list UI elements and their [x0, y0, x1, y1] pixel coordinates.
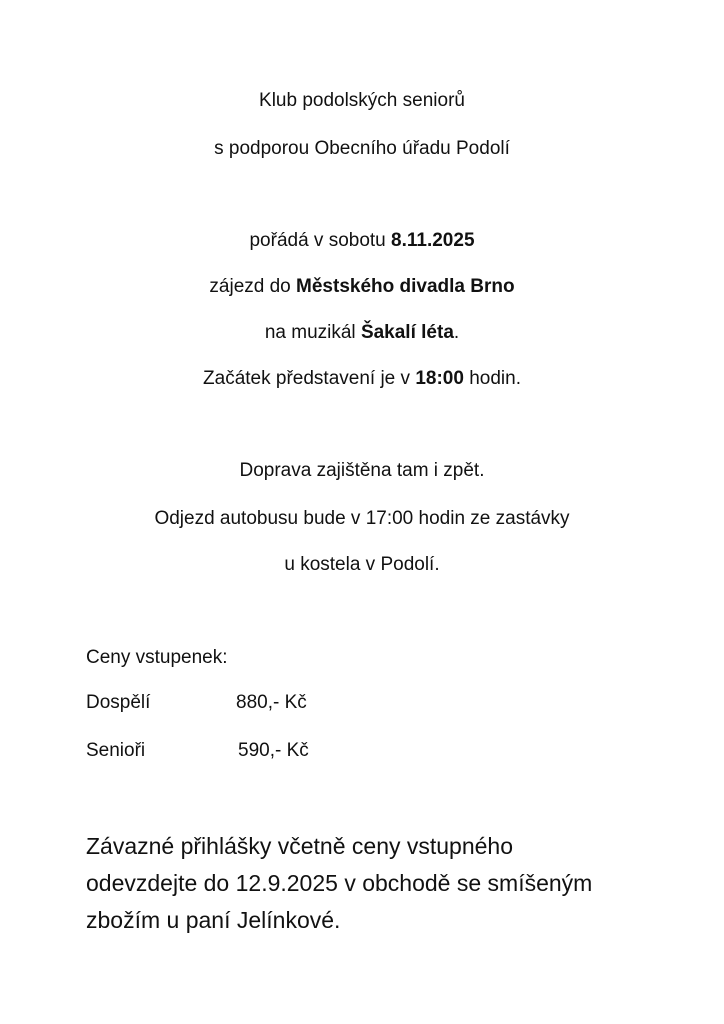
event-start-suffix: hodin. — [463, 368, 521, 389]
header-support: s podporou Obecního úřadu Podolí — [214, 138, 510, 159]
event-start-line — [0, 367, 724, 391]
transport-line-2: Odjezd autobusu bude v 17:00 hodin ze zastávky — [154, 508, 570, 529]
notice-line-1: Závazné přihlášky včetně ceny vstupného — [86, 833, 514, 859]
header-club-name: Klub podolských seniorů — [259, 90, 465, 111]
price-value-adults: 880,- Kč — [236, 692, 307, 713]
event-date-prefix: pořádá v sobotu — [249, 230, 392, 251]
event-musical-suffix: . — [453, 322, 460, 343]
event-venue-prefix: zájezd do — [209, 276, 297, 297]
notice-line-3: zbožím u paní Jelínkové. — [86, 907, 341, 933]
event-musical: Šakalí léta — [360, 322, 454, 343]
event-venue: Městského divadla Brno — [296, 276, 515, 297]
transport-line-3: u kostela v Podolí. — [284, 554, 440, 575]
event-date-line — [0, 229, 724, 253]
price-value-seniors: 590,- Kč — [238, 740, 309, 761]
event-date: 8.11.2025 — [391, 230, 475, 251]
transport-line-1: Doprava zajištěna tam i zpět. — [239, 460, 485, 481]
price-label-seniors: Senioři — [86, 740, 146, 761]
event-musical-line — [0, 321, 724, 345]
price-row-adults — [86, 691, 307, 715]
event-venue-line — [0, 275, 724, 299]
event-start-time: 18:00 — [415, 368, 464, 389]
registration-notice — [86, 828, 686, 939]
event-musical-prefix: na muzikál — [264, 322, 361, 343]
price-label-adults: Dospělí — [86, 692, 151, 713]
notice-line-2: odevzdejte do 12.9.2025 v obchodě se smíšeným — [86, 870, 593, 896]
prices-heading: Ceny vstupenek: — [86, 647, 228, 668]
event-start-prefix: Začátek představení je v — [203, 368, 416, 389]
price-row-seniors — [86, 739, 309, 763]
